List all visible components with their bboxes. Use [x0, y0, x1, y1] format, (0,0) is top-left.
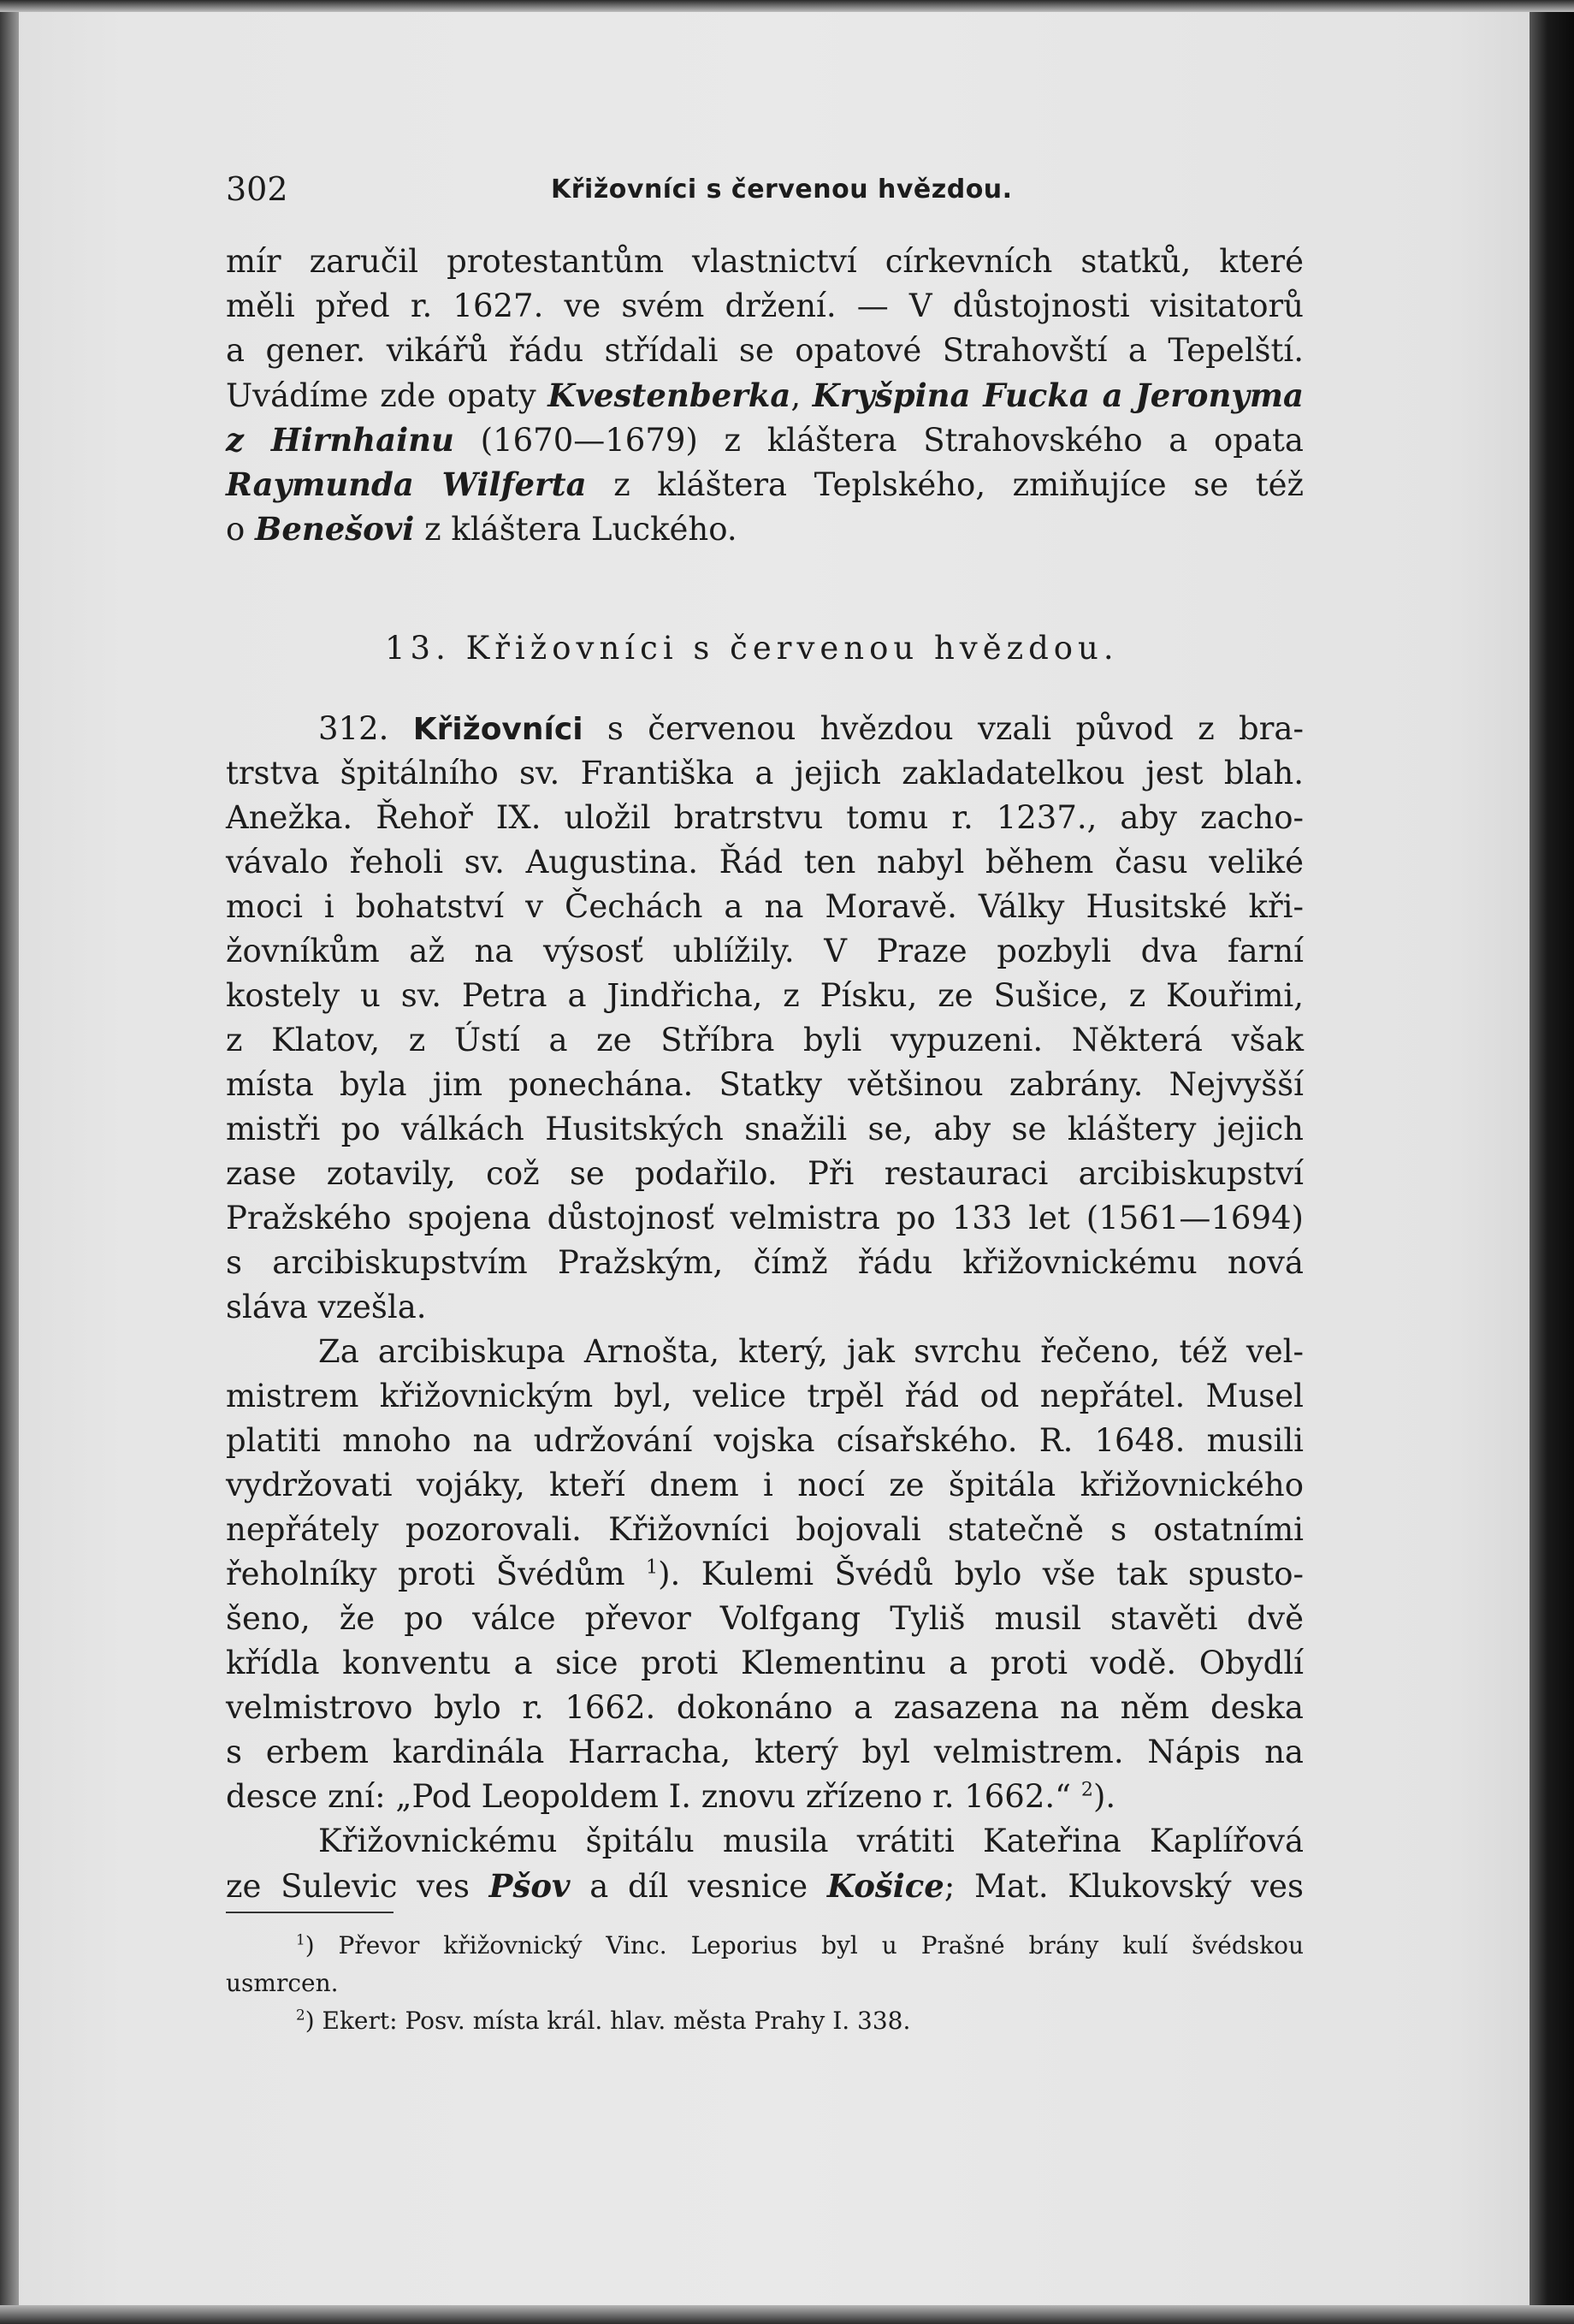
text-line	[226, 1552, 1304, 1597]
text-line	[226, 507, 1304, 551]
footnote: usmrcen.	[226, 1969, 339, 1997]
text-line: velmistrovo bylo r. 1662. dokonáno a zasazena na něm deska	[226, 1689, 1304, 1726]
footnote-ref: 1	[645, 1556, 659, 1579]
text-span: s červenou hvězdou vzali původ z bra-	[583, 710, 1304, 747]
paragraph-number: 312.	[318, 710, 413, 747]
text-span: Uvádíme zde opaty	[226, 377, 548, 414]
text-span: z kláštera Luckého.	[414, 511, 737, 548]
text-line: Pražského spojena důstojnosť velmistra po 133 let (1561—1694)	[226, 1200, 1304, 1236]
text-span: ,	[790, 377, 813, 414]
footnote	[226, 2002, 1304, 2040]
book-page	[226, 0, 1304, 2324]
text-line: z Klatov, z Ústí a ze Stříbra byli vypuzeni. Některá však	[226, 1022, 1304, 1058]
text-line: mistři po válkách Husitských snažili se, aby se kláštery jejich	[226, 1111, 1304, 1147]
text-span: ).	[1092, 1778, 1116, 1815]
name-fuck-jeronym: Kryšpina Fucka a Jeronyma	[812, 376, 1304, 414]
name-kvestenberk: Kvestenberka	[547, 376, 791, 414]
text-line: trstva špitálního sv. Františka a jejich zakladatelkou jest blah.	[226, 755, 1304, 791]
footnote-divider	[226, 1912, 394, 1913]
lead-word: Křižovníci	[412, 712, 583, 747]
text-span: ; Mat. Klukovský ves	[944, 1868, 1304, 1905]
text-line: křídla konventu a sice proti Klementinu a proti vodě. Obydlí	[226, 1645, 1304, 1681]
section-heading: 13. Křižovníci s červenou hvězdou.	[385, 630, 1119, 667]
text-span: ze Sulevic ves	[226, 1868, 489, 1905]
text-span: ). Kulemi Švédů bylo vše tak spusto-	[658, 1556, 1304, 1592]
right-scan-edge	[1530, 0, 1574, 2324]
text-line: šeno, že po válce převor Volfgang Tyliš musil stavěti dvě	[226, 1600, 1304, 1637]
text-line	[226, 462, 1304, 507]
text-line: s arcibiskupstvím Pražským, čímž řádu křižovnickému nová	[226, 1244, 1304, 1281]
place-psov: Pšov	[488, 1867, 571, 1905]
text-line: žovníkům až na výsosť ublížily. V Praze pozbyli dva farní	[226, 933, 1304, 969]
text-span: a díl vesnice	[570, 1868, 827, 1905]
page-number: 302	[226, 170, 288, 208]
left-scan-edge	[0, 0, 19, 2324]
text-line: nepřátely pozorovali. Křižovníci bojovali statečně s ostatními	[226, 1511, 1304, 1548]
place-kosice: Košice	[826, 1867, 944, 1905]
text-line: platiti mnoho na udržování vojska císařského. R. 1648. musili	[226, 1422, 1304, 1459]
text-span: řeholníky proti Švédům	[226, 1556, 646, 1592]
text-line: vávalo řeholi sv. Augustina. Řád ten nabyl během času veliké	[226, 844, 1304, 880]
text-line: Za arcibiskupa Arnošta, který, jak svrchu řečeno, též vel-	[318, 1333, 1304, 1370]
text-line: Anežka. Řehoř IX. uložil bratrstvu tomu r. 1237., aby zacho-	[226, 799, 1304, 836]
page-header	[226, 168, 1304, 210]
text-line: a gener. vikářů řádu střídali se opatové Strahovští a Tepelští.	[226, 332, 1304, 369]
text-line	[226, 1775, 1304, 1819]
text-line: vydržovati vojáky, kteří dnem i nocí ze špitála křižovnického	[226, 1467, 1304, 1503]
name-wilfert: Raymunda Wilferta	[226, 465, 587, 503]
text-span: z kláštera Teplského, zmiňujíce se též	[586, 466, 1304, 503]
text-line	[226, 1864, 1304, 1908]
text-line: kostely u sv. Petra a Jindřicha, z Písku, ze Sušice, z Kouřimi,	[226, 977, 1304, 1014]
name-benes: Benešovi	[255, 510, 415, 548]
footnote-text: ) Převor křižovnický Vinc. Leporius byl u Prašné brány kulí švédskou	[305, 1931, 1304, 1959]
text-line: mír zaručil protestantům vlastnictví církevních statků, které	[226, 243, 1304, 280]
text-span: o	[226, 511, 256, 548]
text-line: moci i bohatství v Čechách a na Moravě. Války Husitské kři-	[226, 888, 1304, 925]
footnote-mark: 1	[296, 1930, 305, 1948]
text-line: Křižovnickému špitálu musila vrátiti Kateřina Kaplířová	[318, 1823, 1304, 1859]
text-line	[226, 707, 1304, 751]
text-line: s erbem kardinála Harracha, který byl velmistrem. Nápis na	[226, 1734, 1304, 1770]
text-span: (1670—1679) z kláštera Strahovského a opata	[453, 422, 1304, 459]
text-line	[226, 373, 1304, 418]
text-line: sláva vzešla.	[226, 1289, 427, 1325]
footnote-text: ) Ekert: Posv. místa král. hlav. města Prahy I. 338.	[305, 2007, 911, 2035]
footnote-ref: 2	[1080, 1778, 1093, 1801]
running-title: Křižovníci s červenou hvězdou.	[551, 175, 1013, 205]
text-line	[226, 418, 1304, 462]
text-line: mistrem křižovnickým byl, velice trpěl řád od nepřátel. Musel	[226, 1378, 1304, 1414]
footnote-mark: 2	[296, 2006, 305, 2024]
text-line: měli před r. 1627. ve svém držení. — V důstojnosti visitatorů	[226, 288, 1304, 324]
text-line: místa byla jim ponechána. Statky většinou zabrány. Nejvyšší	[226, 1066, 1304, 1103]
text-span: desce zní: „Pod Leopoldem I. znovu zřízeno r. 1662.“	[226, 1778, 1081, 1815]
text-line: zase zotavily, což se podařilo. Při restauraci arcibiskupství	[226, 1155, 1304, 1192]
name-hirnhain: z Hirnhainu	[226, 421, 454, 459]
footnote	[226, 1927, 1304, 1965]
